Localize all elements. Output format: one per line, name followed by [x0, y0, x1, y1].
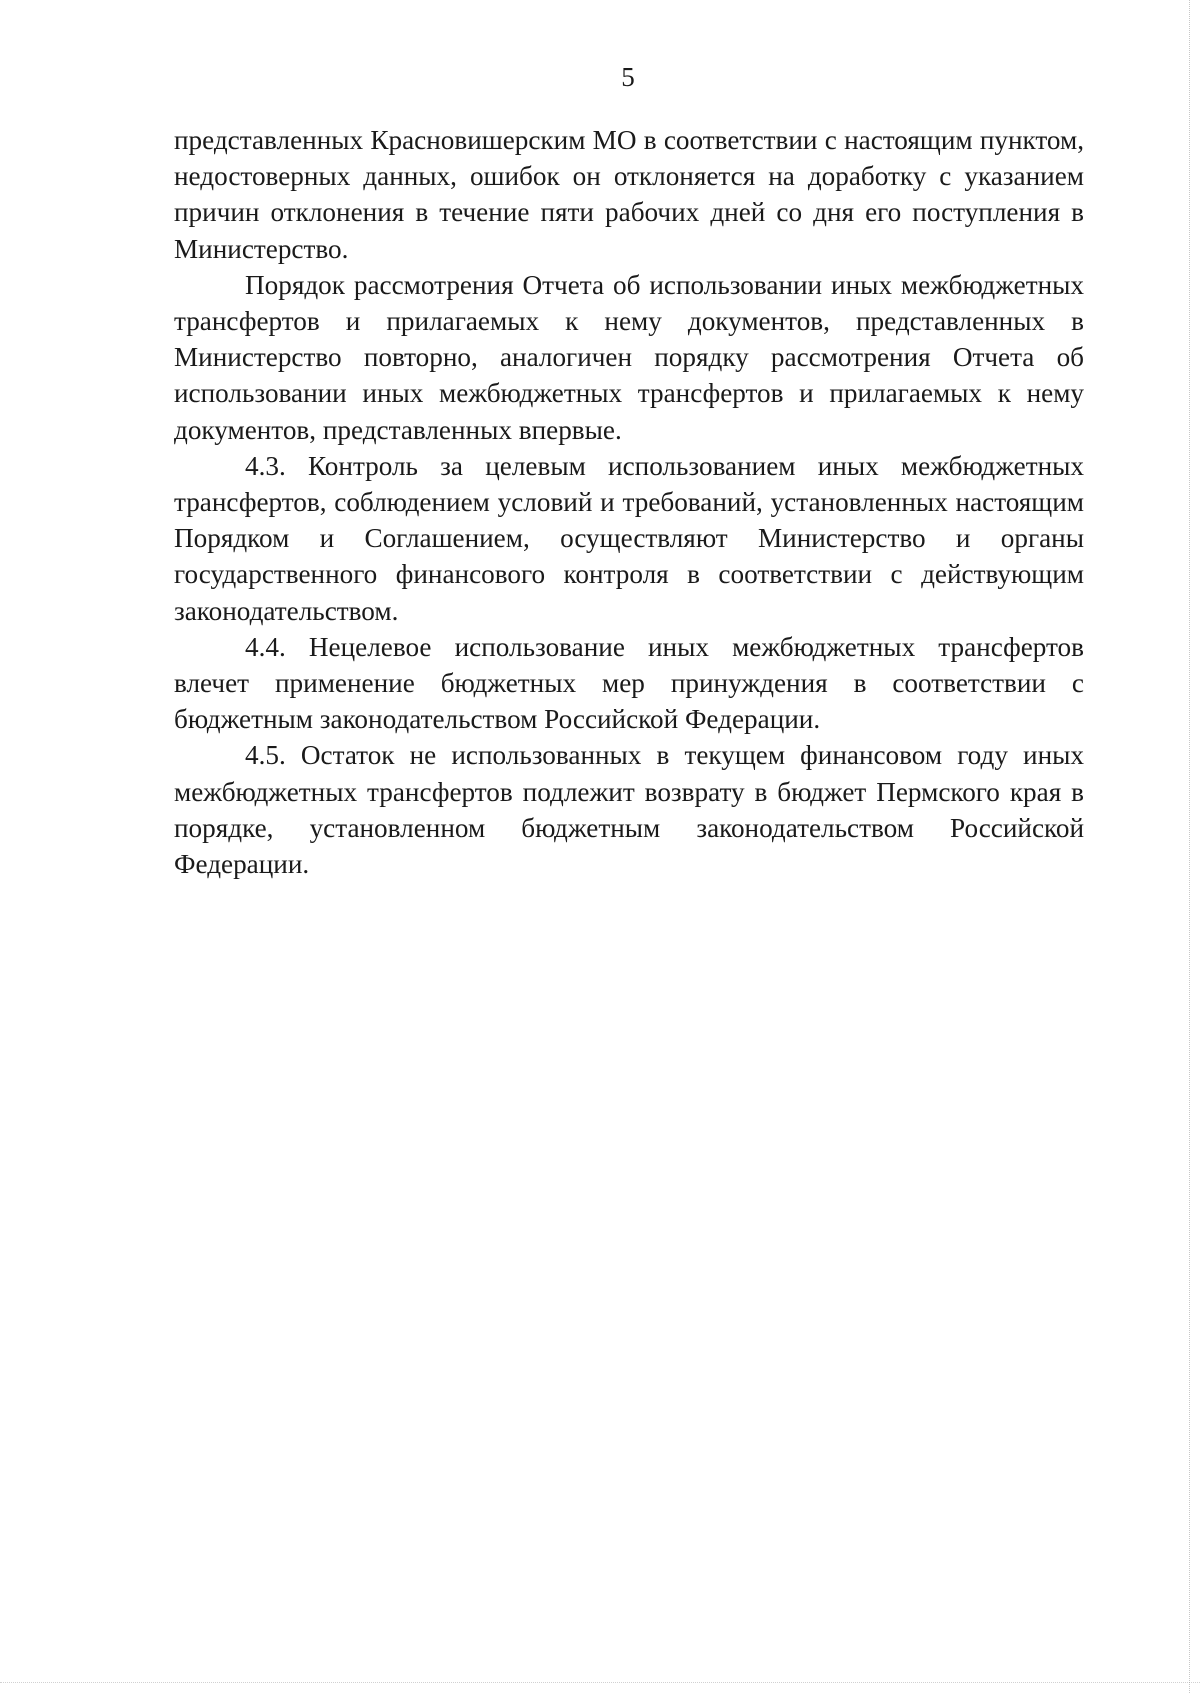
scan-edge-bottom [0, 1682, 1200, 1693]
paragraph-4-5-remainder: 4.5. Остаток не использованных в текущем финансовом году иных межбюджетных трансфертов подлежит возврату в бюджет Пермского края в порядке, установленном бюджетным законодательством Российской Федерации. [174, 740, 1084, 880]
document-body [174, 122, 1084, 882]
paragraph-continuation: представленных Красновишерским МО в соответствии с настоящим пунктом, недостоверных данных, ошибок он отклоняется на доработку с указанием причин отклонения в течение пяти рабочих дней со дня его поступления в Министерство. [174, 125, 1084, 264]
scan-edge-right [1189, 0, 1200, 1693]
paragraph-4-3-control: 4.3. Контроль за целевым использованием иных межбюджетных трансфертов, соблюдением условий и требований, установленных настоящим Порядком и Соглашением, осуществляют Министерство и органы государственного финансового контроля в соответствии с действующим законодательством. [174, 450, 1084, 626]
paragraph-4-4-misuse: 4.4. Нецелевое использование иных межбюджетных трансфертов влечет применение бюджетных мер принуждения в соответствии с бюджетным законодательством Российской Федерации. [174, 631, 1084, 735]
page-number: 5 [621, 62, 635, 92]
paragraph-review-procedure: Порядок рассмотрения Отчета об использовании иных межбюджетных трансфертов и прилагаемых к нему документов, представленных в Министерство повторно, аналогичен порядку рассмотрения Отчета об использовании иных межбюджетных трансфертов и прилагаемых к нему документов, представленных впервые. [174, 269, 1084, 445]
